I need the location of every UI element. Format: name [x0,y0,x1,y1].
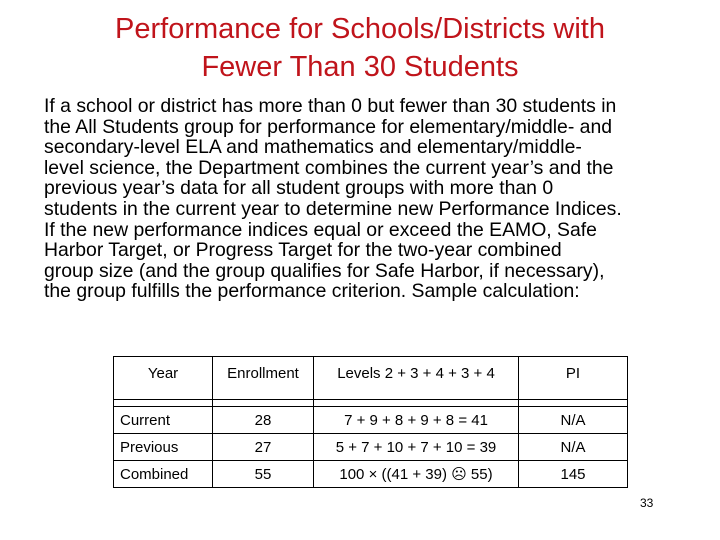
spacer-cell [314,400,519,407]
body-line: If a school or district has more than 0 but fewer than 30 students in [44,95,617,117]
spacer-cell [213,400,314,407]
body-line: the All Students group for performance for elementary/middle- and [44,115,613,138]
header-year: Year [114,357,213,400]
table-spacer [114,400,628,407]
header-enrollment: Enrollment [213,357,314,400]
cell-enrollment: 55 [213,461,314,488]
table-row [114,461,628,488]
cell-year: Combined [114,461,213,488]
cell-year: Current [114,407,213,434]
page-title [20,10,700,86]
title-line-1: Performance for Schools/Districts with [115,13,605,45]
page-number: 33 [640,496,654,510]
sample-calculation-table [113,356,628,488]
spacer-cell [114,400,213,407]
body-line: the group fulfills the performance criterion. Sample calculation: [44,280,580,303]
cell-enrollment: 27 [213,434,314,461]
table-row [114,407,628,434]
body-line: students in the current year to determine new Performance Indices. [44,197,622,220]
body-line: Harbor Target, or Progress Target for the two-year combined [44,239,562,262]
table-header-row [114,357,628,400]
body-line: secondary-level ELA and mathematics and elementary/middle- [44,136,582,159]
cell-pi: N/A [519,407,628,434]
cell-levels: 100 × ((41 + 39) ☹ 55) [314,461,519,488]
cell-year: Previous [114,434,213,461]
cell-pi: 145 [519,461,628,488]
body-line: level science, the Department combines the current year’s and the [44,156,614,179]
body-line: If the new performance indices equal or exceed the EAMO, Safe [44,218,597,241]
header-pi: PI [519,357,628,400]
table-row [114,434,628,461]
cell-levels: 5 + 7 + 10 + 7 + 10 = 39 [314,434,519,461]
cell-enrollment: 28 [213,407,314,434]
title-line-2: Fewer Than 30 Students [201,51,519,83]
body-line: group size (and the group qualifies for Safe Harbor, if necessary), [44,259,605,282]
cell-pi: N/A [519,434,628,461]
spacer-cell [519,400,628,407]
body-line: previous year’s data for all student groups with more than 0 [44,177,554,200]
cell-levels: 7 + 9 + 8 + 9 + 8 = 41 [314,407,519,434]
header-levels: Levels 2 + 3 + 4 + 3 + 4 [314,357,519,400]
body-paragraph [44,96,708,302]
